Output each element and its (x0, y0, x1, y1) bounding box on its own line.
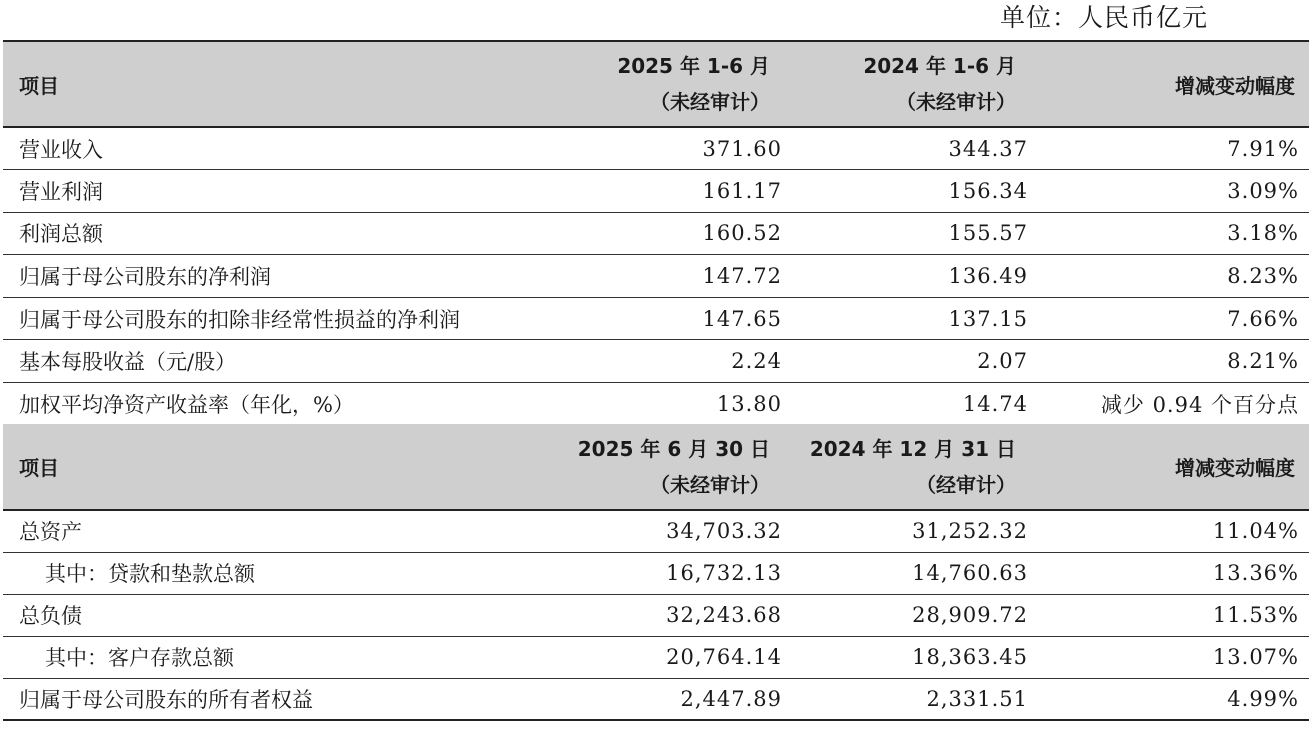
value-2025: 161.17 (702, 178, 782, 203)
value-2024: 137.15 (948, 306, 1028, 331)
value-2024: 14,760.63 (912, 561, 1028, 585)
row-label: 营业收入 (19, 137, 103, 162)
change-value: 7.66% (1227, 306, 1299, 331)
header-period-2024-date: 2024 年 1-6 月 (863, 54, 1016, 78)
table-row (3, 383, 1309, 426)
header-date-2024-audit: （经审计） (916, 472, 1016, 497)
row-label: 其中：客户存款总额 (45, 646, 234, 670)
change-value: 7.91% (1227, 136, 1299, 161)
header-period-2025-audit: （未经审计） (650, 90, 770, 114)
change-value: 3.18% (1227, 221, 1299, 246)
value-2024: 136.49 (948, 264, 1028, 289)
change-value: 8.23% (1227, 264, 1299, 289)
value-2024: 18,363.45 (912, 645, 1028, 669)
header-date-2025-date: 2025 年 6 月 30 日 (577, 436, 770, 461)
table-row (3, 636, 1309, 678)
change-value: 8.21% (1227, 349, 1299, 374)
change-value: 减少 0.94 个百分点 (1100, 392, 1299, 417)
row-label: 归属于母公司股东的所有者权益 (19, 687, 313, 712)
value-2024: 155.57 (948, 221, 1028, 246)
header-date-2025 (536, 424, 786, 510)
table-row (3, 170, 1309, 213)
value-2024: 2,331.51 (926, 686, 1028, 711)
table-row (3, 510, 1309, 552)
change-value: 11.04% (1212, 519, 1299, 544)
table-header-row (3, 424, 1309, 510)
header-period-2024-audit: （未经审计） (896, 90, 1016, 114)
value-2025: 371.60 (702, 136, 782, 161)
value-2025: 160.52 (702, 221, 782, 246)
row-label: 营业利润 (19, 179, 103, 204)
header-period-2025 (536, 41, 786, 127)
value-2024: 14.74 (962, 391, 1028, 416)
value-2025: 2.24 (731, 349, 782, 374)
header-change: 增减变动幅度 (1175, 456, 1295, 480)
header-date-2024-date: 2024 年 12 月 31 日 (809, 436, 1016, 461)
value-2024: 2.07 (977, 349, 1028, 374)
change-value: 4.99% (1227, 686, 1299, 711)
change-value: 3.09% (1227, 178, 1299, 203)
value-2025: 32,243.68 (666, 603, 782, 627)
value-2024: 31,252.32 (912, 519, 1028, 544)
value-2025: 2,447.89 (680, 686, 782, 711)
table-row (3, 594, 1309, 636)
table-row (3, 255, 1309, 298)
row-label: 归属于母公司股东的扣除非经常性损益的净利润 (19, 307, 460, 332)
row-label: 利润总额 (19, 222, 103, 247)
header-date-2025-audit: （未经审计） (650, 472, 770, 497)
table-row (3, 552, 1309, 594)
balance-table (3, 424, 1309, 721)
value-2025: 147.72 (702, 264, 782, 289)
row-label: 归属于母公司股东的净利润 (19, 265, 271, 290)
value-2025: 34,703.32 (666, 519, 782, 544)
unit-note: 单位：人民币亿元 (1000, 3, 1209, 32)
header-date-2024 (786, 424, 1032, 510)
row-label: 基本每股收益（元/股） (19, 350, 237, 375)
value-2024: 28,909.72 (912, 603, 1028, 627)
header-period-2024 (786, 41, 1032, 127)
header-item: 项目 (19, 73, 59, 98)
table-row (3, 127, 1309, 170)
table-row (3, 678, 1309, 720)
value-2025: 147.65 (702, 306, 782, 331)
value-2024: 156.34 (948, 178, 1028, 203)
income-table (3, 40, 1309, 426)
value-2025: 20,764.14 (666, 645, 782, 669)
change-value: 13.36% (1212, 561, 1299, 585)
row-label: 总资产 (19, 520, 82, 545)
table-row (3, 340, 1309, 383)
value-2025: 13.80 (716, 391, 782, 416)
change-value: 11.53% (1212, 603, 1299, 627)
header-change: 增减变动幅度 (1175, 73, 1295, 98)
row-label: 加权平均净资产收益率（年化，%） (19, 392, 354, 417)
value-2024: 344.37 (948, 136, 1028, 161)
change-value: 13.07% (1212, 645, 1299, 669)
row-label: 其中：贷款和垫款总额 (45, 562, 255, 586)
value-2025: 16,732.13 (666, 561, 782, 585)
table-row (3, 212, 1309, 255)
table-header-row (3, 41, 1309, 127)
header-period-2025-date: 2025 年 1-6 月 (617, 54, 770, 78)
row-label: 总负债 (19, 604, 82, 628)
table-row (3, 297, 1309, 340)
header-item: 项目 (19, 456, 59, 480)
